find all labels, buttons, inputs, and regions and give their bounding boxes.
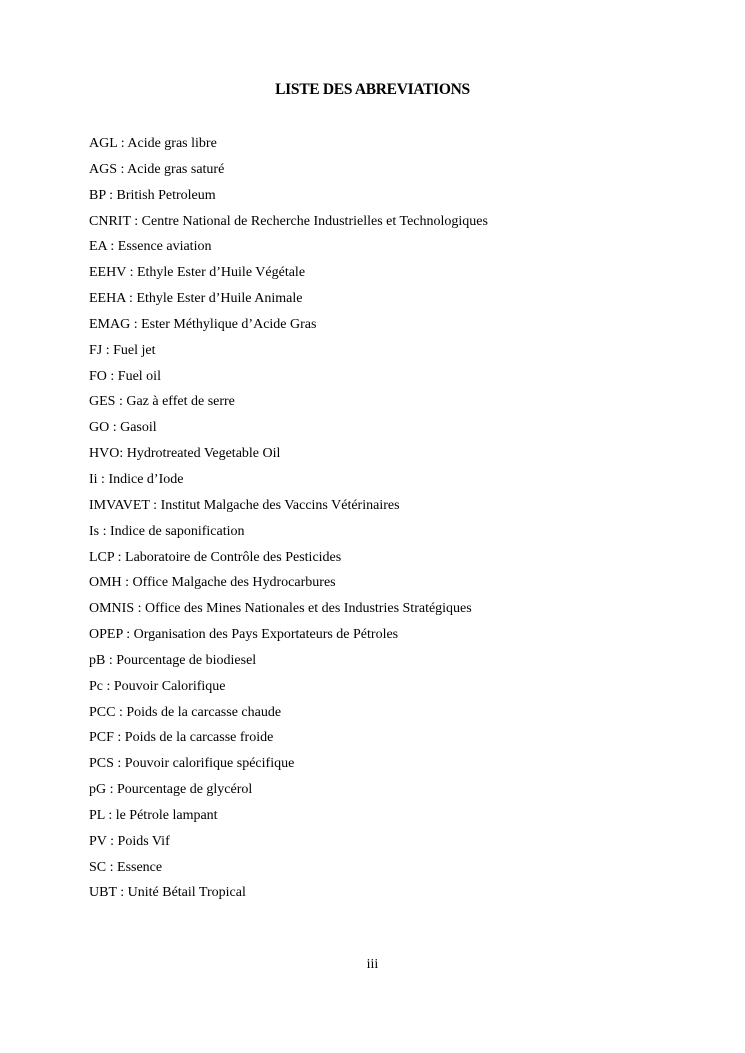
page-number: iii — [366, 957, 379, 972]
list-item: Ii : Indice d’Iode — [89, 471, 184, 487]
list-item: UBT : Unité Bétail Tropical — [89, 885, 246, 901]
list-item: LCP : Laboratoire de Contrôle des Pesticides — [89, 549, 342, 565]
list-item: CNRIT : Centre National de Recherche Industrielles et Technologiques — [89, 213, 488, 229]
list-item: GO : Gasoil — [89, 420, 157, 436]
list-item: Is : Indice de saponification — [89, 523, 245, 539]
list-item: SC : Essence — [89, 859, 163, 875]
list-item: EA : Essence aviation — [89, 239, 212, 255]
list-item: GES : Gaz à effet de serre — [89, 394, 235, 410]
list-item: FO : Fuel oil — [89, 368, 161, 384]
list-item: BP : British Petroleum — [89, 187, 216, 203]
list-item: IMVAVET : Institut Malgache des Vaccins Vétérinaires — [89, 497, 400, 513]
list-item: OMH : Office Malgache des Hydrocarbures — [89, 575, 336, 591]
list-item: FJ : Fuel jet — [89, 342, 156, 358]
list-item: OPEP : Organisation des Pays Exportateurs de Pétroles — [89, 627, 399, 643]
list-item: HVO: Hydrotreated Vegetable Oil — [89, 446, 281, 462]
list-item: PV : Poids Vif — [89, 833, 170, 849]
list-item: EEHV : Ethyle Ester d’Huile Végétale — [89, 265, 306, 281]
page-title: LISTE DES ABREVIATIONS — [275, 81, 470, 98]
list-item: OMNIS : Office des Mines Nationales et des Industries Stratégiques — [89, 601, 472, 617]
list-item: PCS : Pouvoir calorifique spécifique — [89, 756, 295, 772]
list-item: pB : Pourcentage de biodiesel — [89, 652, 257, 668]
list-item: AGL : Acide gras libre — [89, 136, 217, 151]
list-item: EEHA : Ethyle Ester d’Huile Animale — [89, 291, 303, 307]
list-item: PCF : Poids de la carcasse froide — [89, 730, 274, 746]
list-item: EMAG : Ester Méthylique d’Acide Gras — [89, 316, 317, 332]
list-item: pG : Pourcentage de glycérol — [89, 782, 253, 798]
list-item: PL : le Pétrole lampant — [89, 807, 218, 823]
abbreviation-list — [89, 135, 488, 910]
list-item: Pc : Pouvoir Calorifique — [89, 678, 226, 694]
list-item: PCC : Poids de la carcasse chaude — [89, 704, 282, 720]
list-item: AGS : Acide gras saturé — [89, 161, 225, 177]
